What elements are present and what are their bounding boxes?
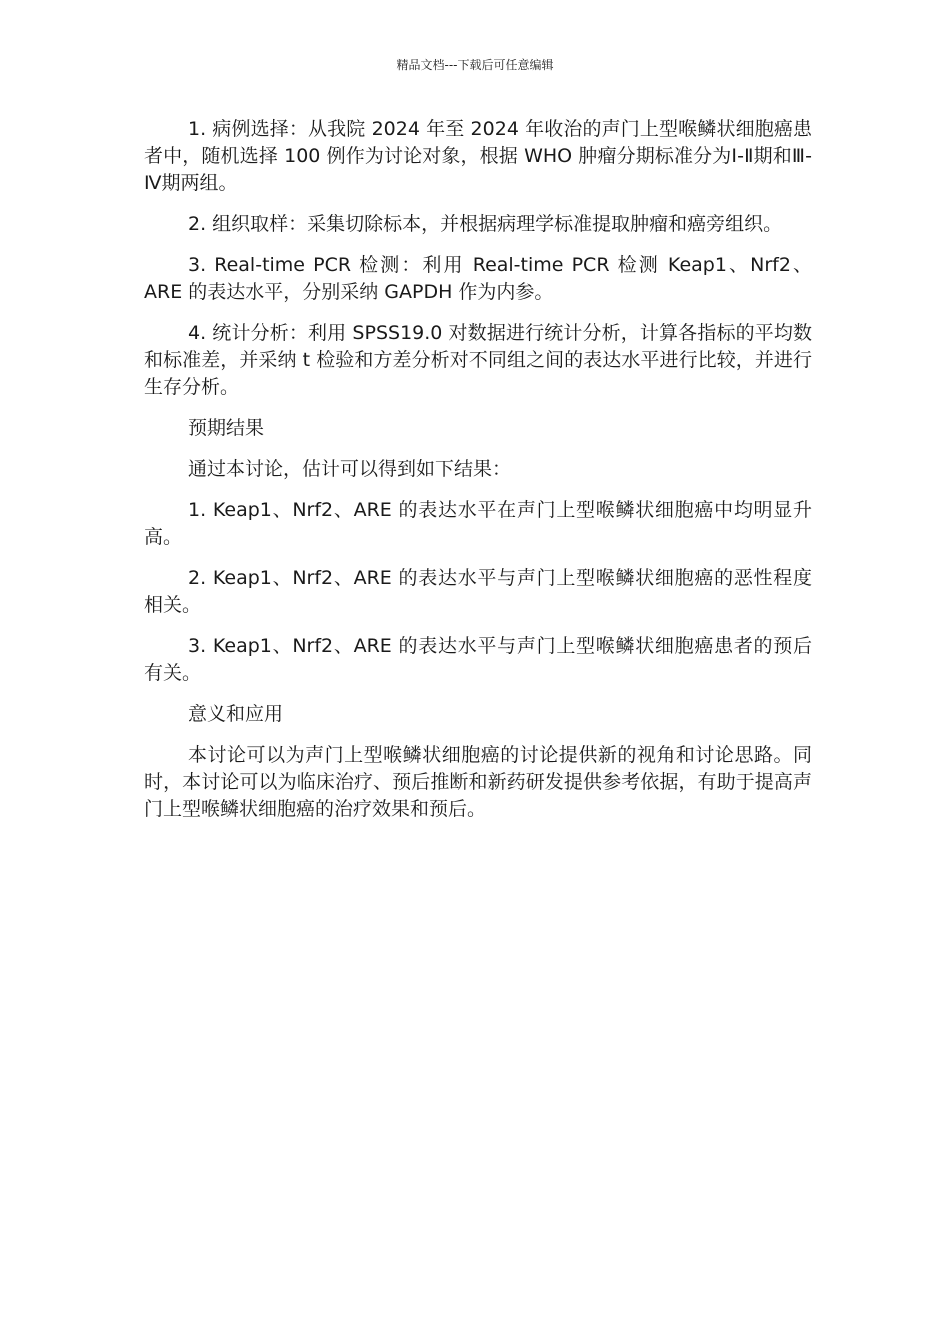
section-heading-significance: 意义和应用 — [188, 703, 284, 725]
paragraph-pcr-detection: 3. Real-time PCR 检测：利用 Real-time PCR 检测 Keap1、Nrf2、ARE 的表达水平，分别采纳 GAPDH 作为内参。 — [144, 254, 812, 303]
paragraph-result-3: 3. Keap1、Nrf2、ARE 的表达水平与声门上型喉鳞状细胞癌患者的预后有关。 — [144, 635, 812, 684]
paragraph-case-selection: 1. 病例选择：从我院 2024 年至 2024 年收治的声门上型喉鳞状细胞癌患者中，随机选择 100 例作为讨论对象，根据 WHO 肿瘤分期标准分为Ⅰ-Ⅱ期和Ⅲ-Ⅳ期两组。 — [144, 118, 812, 194]
paragraph-statistical-analysis: 4. 统计分析：利用 SPSS19.0 对数据进行统计分析，计算各指标的平均数和标准差，并采纳 t 检验和方差分析对不同组之间的表达水平进行比较，并进行生存分析。 — [144, 322, 812, 398]
section-heading-expected-results: 预期结果 — [188, 417, 265, 439]
paragraph-result-1: 1. Keap1、Nrf2、ARE 的表达水平在声门上型喉鳞状细胞癌中均明显升高。 — [144, 499, 812, 548]
paragraph-results-intro: 通过本讨论，估计可以得到如下结果： — [188, 458, 512, 480]
paragraph-tissue-sampling: 2. 组织取样：采集切除标本，并根据病理学标准提取肿瘤和癌旁组织。 — [188, 213, 783, 235]
document-body — [144, 116, 812, 837]
paragraph-significance: 本讨论可以为声门上型喉鳞状细胞癌的讨论提供新的视角和讨论思路。同时，本讨论可以为临床治疗、预后推断和新药研发提供参考依据，有助于提高声门上型喉鳞状细胞癌的治疗效果和预后。 — [144, 744, 812, 820]
paragraph-result-2: 2. Keap1、Nrf2、ARE 的表达水平与声门上型喉鳞状细胞癌的恶性程度相关。 — [144, 567, 812, 616]
page-header: 精品文档---下载后可任意编辑 — [396, 58, 554, 72]
